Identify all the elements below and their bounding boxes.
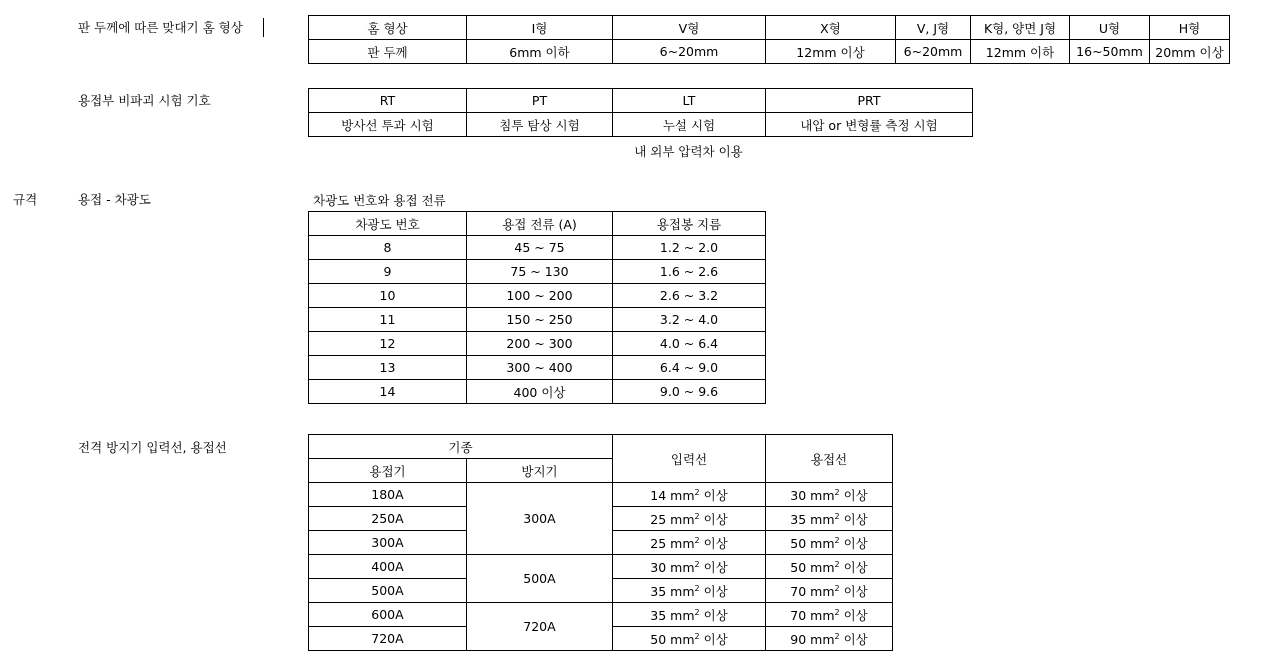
table-cell: 100 ~ 200 xyxy=(467,284,613,308)
table-cell: 13 xyxy=(309,356,467,380)
table-cell: 150 ~ 250 xyxy=(467,308,613,332)
table-header-cell: 방지기 xyxy=(467,459,613,483)
table-row xyxy=(309,380,766,404)
table-cell: RT xyxy=(309,89,467,113)
table-header-row xyxy=(309,435,893,459)
welder-cell: 500A xyxy=(309,579,467,603)
welder-cell: 300A xyxy=(309,531,467,555)
table-cell: K형, 양면 J형 xyxy=(971,16,1070,40)
unit-suffix: 이상 xyxy=(703,583,728,599)
table-cell: 1.6 ~ 2.6 xyxy=(613,260,766,284)
shock-preventer-table xyxy=(308,434,893,651)
unit-text: mm xyxy=(670,607,695,623)
unit-superscript: 2 xyxy=(694,583,700,593)
preventer-cell: 720A xyxy=(467,603,613,651)
table-cell: 4.0 ~ 6.4 xyxy=(613,332,766,356)
table-header-cell: 입력선 xyxy=(613,435,766,483)
table-cell: X형 xyxy=(766,16,896,40)
input-cable-cell xyxy=(613,531,766,555)
table-cell: H형 xyxy=(1150,16,1230,40)
unit-superscript: 2 xyxy=(694,511,700,521)
table-cell: 14 xyxy=(309,380,467,404)
unit-superscript: 2 xyxy=(834,631,840,641)
table-header-cell: 기종 xyxy=(309,435,613,459)
unit-suffix: 이상 xyxy=(843,631,868,647)
unit-suffix: 이상 xyxy=(843,559,868,575)
section-label-groove-shape: 판 두께에 따른 맞대기 홈 형상 xyxy=(78,20,243,35)
cable-size-value: 35 xyxy=(650,607,667,623)
table-row xyxy=(309,332,766,356)
table-cell: 6~20mm xyxy=(613,40,766,64)
table-cell: 1.2 ~ 2.0 xyxy=(613,236,766,260)
table-row xyxy=(309,284,766,308)
input-cable-cell xyxy=(613,627,766,651)
table-cell: 400 이상 xyxy=(467,380,613,404)
table-cell: 방사선 투과 시험 xyxy=(309,113,467,137)
table-cell: 12 xyxy=(309,332,467,356)
unit-text: mm xyxy=(810,487,835,503)
table-row xyxy=(309,40,1230,64)
input-cable-cell xyxy=(613,579,766,603)
weld-cable-cell xyxy=(766,555,893,579)
unit-suffix: 이상 xyxy=(703,559,728,575)
unit-text: mm xyxy=(810,535,835,551)
table-row xyxy=(309,555,893,579)
text-cursor xyxy=(263,18,264,37)
cable-size-value: 90 xyxy=(790,631,807,647)
table-cell: 16~50mm xyxy=(1070,40,1150,64)
cable-size-value: 35 xyxy=(650,583,667,599)
table-row xyxy=(309,16,1230,40)
weld-cable-cell xyxy=(766,627,893,651)
cable-size-value: 35 xyxy=(790,511,807,527)
table-cell: LT xyxy=(613,89,766,113)
section-label-shade: 용접 - 차광도 xyxy=(78,192,151,207)
cable-size-value: 30 xyxy=(650,559,667,575)
table-cell: 2.6 ~ 3.2 xyxy=(613,284,766,308)
unit-suffix: 이상 xyxy=(703,535,728,551)
input-cable-cell xyxy=(613,507,766,531)
ndt-symbol-table xyxy=(308,88,973,137)
table-cell: 200 ~ 300 xyxy=(467,332,613,356)
unit-text: mm xyxy=(810,631,835,647)
cable-size-value: 14 xyxy=(650,487,667,503)
unit-superscript: 2 xyxy=(694,535,700,545)
table-row xyxy=(309,308,766,332)
unit-suffix: 이상 xyxy=(843,583,868,599)
shade-table xyxy=(308,211,766,404)
table-row xyxy=(309,89,973,113)
unit-text: mm xyxy=(670,511,695,527)
unit-text: mm xyxy=(810,583,835,599)
table-cell: 10 xyxy=(309,284,467,308)
category-label: 규격 xyxy=(13,192,38,207)
table-cell: 20mm 이상 xyxy=(1150,40,1230,64)
table-header-cell: 차광도 번호 xyxy=(309,212,467,236)
table-row xyxy=(309,483,893,507)
shade-table-caption: 차광도 번호와 용접 전류 xyxy=(313,193,446,208)
welder-cell: 180A xyxy=(309,483,467,507)
unit-text: mm xyxy=(810,559,835,575)
table-cell: 누설 시험 xyxy=(613,113,766,137)
weld-cable-cell xyxy=(766,507,893,531)
preventer-cell: 500A xyxy=(467,555,613,603)
welder-cell: 400A xyxy=(309,555,467,579)
table-cell: 6.4 ~ 9.0 xyxy=(613,356,766,380)
table-row xyxy=(309,356,766,380)
welder-cell: 250A xyxy=(309,507,467,531)
table-header-cell: 용접봉 지름 xyxy=(613,212,766,236)
welder-cell: 600A xyxy=(309,603,467,627)
cable-size-value: 50 xyxy=(650,631,667,647)
unit-text: mm xyxy=(670,487,695,503)
unit-superscript: 2 xyxy=(834,535,840,545)
ndt-note: 내 외부 압력차 이용 xyxy=(634,144,743,159)
unit-superscript: 2 xyxy=(834,487,840,497)
unit-text: mm xyxy=(670,559,695,575)
table-cell: 6~20mm xyxy=(896,40,971,64)
table-cell: V, J형 xyxy=(896,16,971,40)
table-header-cell: 용접선 xyxy=(766,435,893,483)
cable-size-value: 50 xyxy=(790,535,807,551)
table-cell: I형 xyxy=(467,16,613,40)
table-cell: 홈 형상 xyxy=(309,16,467,40)
cable-size-value: 70 xyxy=(790,583,807,599)
weld-cable-cell xyxy=(766,531,893,555)
cable-size-value: 70 xyxy=(790,607,807,623)
table-row xyxy=(309,113,973,137)
table-cell: U형 xyxy=(1070,16,1150,40)
unit-text: mm xyxy=(670,583,695,599)
table-cell: 6mm 이하 xyxy=(467,40,613,64)
preventer-cell: 300A xyxy=(467,483,613,555)
unit-superscript: 2 xyxy=(694,559,700,569)
table-cell: 12mm 이하 xyxy=(971,40,1070,64)
table-cell: 75 ~ 130 xyxy=(467,260,613,284)
unit-text: mm xyxy=(670,631,695,647)
table-row xyxy=(309,260,766,284)
unit-suffix: 이상 xyxy=(703,511,728,527)
input-cable-cell xyxy=(613,483,766,507)
unit-superscript: 2 xyxy=(694,607,700,617)
table-cell: 9 xyxy=(309,260,467,284)
unit-superscript: 2 xyxy=(694,631,700,641)
table-cell: V형 xyxy=(613,16,766,40)
weld-cable-cell xyxy=(766,579,893,603)
unit-suffix: 이상 xyxy=(843,607,868,623)
table-row xyxy=(309,603,893,627)
cable-size-value: 50 xyxy=(790,559,807,575)
table-cell: 3.2 ~ 4.0 xyxy=(613,308,766,332)
unit-text: mm xyxy=(810,607,835,623)
cable-size-value: 30 xyxy=(790,487,807,503)
table-cell: 내압 or 변형률 측정 시험 xyxy=(766,113,973,137)
weld-cable-cell xyxy=(766,603,893,627)
input-cable-cell xyxy=(613,603,766,627)
unit-text: mm xyxy=(810,511,835,527)
groove-shape-table xyxy=(308,15,1230,64)
section-label-ndt-symbols: 용접부 비파괴 시험 기호 xyxy=(78,93,211,108)
table-header-cell: 용접기 xyxy=(309,459,467,483)
table-header-row xyxy=(309,212,766,236)
cable-size-value: 25 xyxy=(650,511,667,527)
unit-suffix: 이상 xyxy=(843,511,868,527)
weld-cable-cell xyxy=(766,483,893,507)
unit-superscript: 2 xyxy=(694,487,700,497)
table-cell: 침투 탐상 시험 xyxy=(467,113,613,137)
table-row xyxy=(309,236,766,260)
cable-size-value: 25 xyxy=(650,535,667,551)
table-header-cell: 용접 전류 (A) xyxy=(467,212,613,236)
table-cell: 9.0 ~ 9.6 xyxy=(613,380,766,404)
unit-suffix: 이상 xyxy=(703,607,728,623)
unit-suffix: 이상 xyxy=(843,535,868,551)
unit-suffix: 이상 xyxy=(843,487,868,503)
table-cell: 300 ~ 400 xyxy=(467,356,613,380)
input-cable-cell xyxy=(613,555,766,579)
table-cell: 판 두께 xyxy=(309,40,467,64)
table-cell: PRT xyxy=(766,89,973,113)
table-cell: PT xyxy=(467,89,613,113)
unit-superscript: 2 xyxy=(834,511,840,521)
section-label-shock-preventer: 전격 방지기 입력선, 용접선 xyxy=(78,440,227,455)
unit-suffix: 이상 xyxy=(703,631,728,647)
welder-cell: 720A xyxy=(309,627,467,651)
unit-superscript: 2 xyxy=(834,607,840,617)
unit-text: mm xyxy=(670,535,695,551)
table-cell: 45 ~ 75 xyxy=(467,236,613,260)
unit-superscript: 2 xyxy=(834,583,840,593)
unit-suffix: 이상 xyxy=(703,487,728,503)
unit-superscript: 2 xyxy=(834,559,840,569)
table-cell: 8 xyxy=(309,236,467,260)
table-cell: 11 xyxy=(309,308,467,332)
table-cell: 12mm 이상 xyxy=(766,40,896,64)
